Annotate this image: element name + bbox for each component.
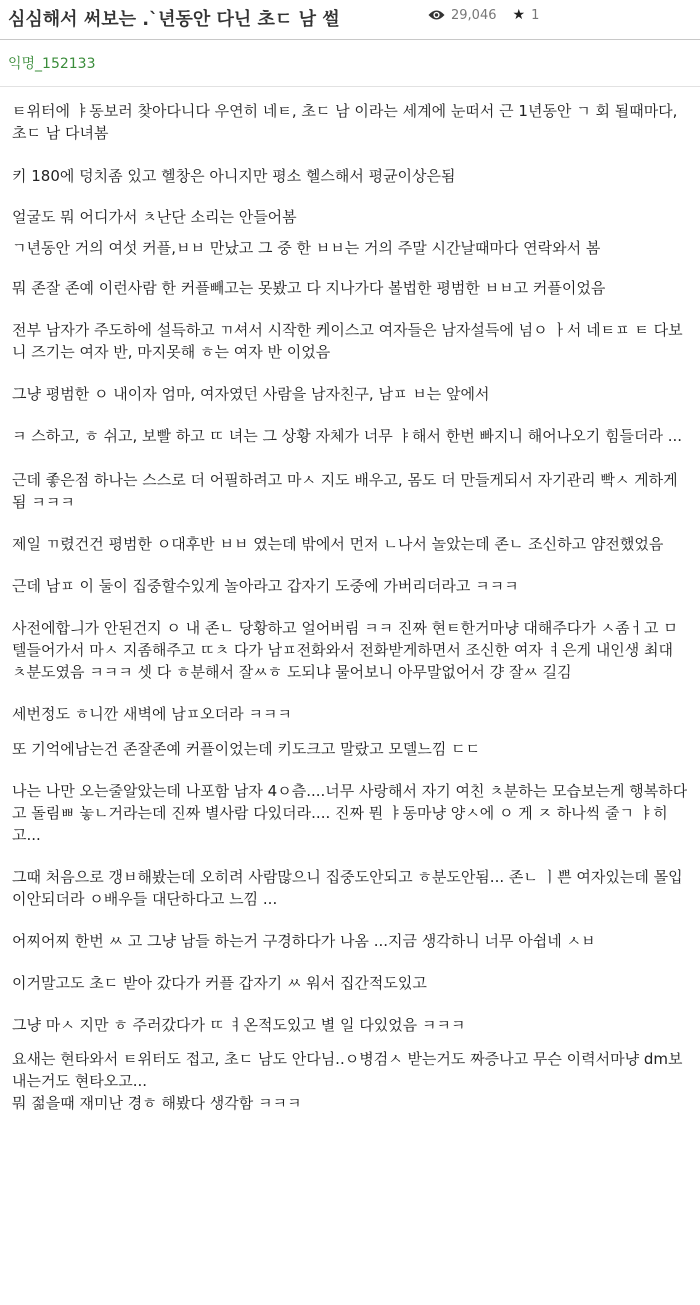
post-paragraph: 세번정도 ㅎ니깐 새벽에 남ㅍ오더라 ㅋㅋㅋ: [12, 705, 292, 723]
post-paragraph: 그냥 평범한 ㅇ 내이자 엄마, 여자였던 사람을 남자친구, 남ㅍ ㅂ는 앞에서: [12, 385, 490, 403]
star-count: 1: [531, 7, 540, 23]
post-paragraph: 제일 ㄲ렸건건 평범한 ㅇ대후반 ㅂㅂ 였는데 밖에서 먼저 ㄴ나서 놀았는데 존ㄴ 조신하고 얌전했었음: [12, 535, 664, 553]
author-row: [0, 40, 700, 87]
post-paragraph: ㅌ위터에 ㅑ동보러 찾아다니다 우연히 네ㅌ, 초ㄷ 남 이라는 세계에 눈떠서 근 1년동안 ㄱ 회 될때마다, 초ㄷ 남 다녀봄: [12, 102, 678, 142]
post-paragraph: 뭐 젊을때 재미난 경ㅎ 해봤다 생각함 ㅋㅋㅋ: [12, 1094, 302, 1112]
post-title: 심심해서 써보는 .`년동안 다닌 초ㄷ 남 썰: [8, 9, 340, 30]
post-paragraph: ㅋ 스하고, ㅎ 쉬고, 보빨 하고 ㄸ 녀는 그 상황 자체가 너무 ㅑ해서 한번 빠지니 해어나오기 힘들더라 ...: [12, 427, 683, 445]
post-paragraph: 그냥 마ㅅ 지만 ㅎ 주러갔다가 ㄸ ㅕ온적도있고 별 일 다있었음 ㅋㅋㅋ: [12, 1016, 466, 1034]
post-header: [0, 0, 700, 40]
post-paragraph: 사전에합ㅢ가 안된건지 ㅇ 내 존ㄴ 당황하고 얼어버림 ㅋㅋ 진짜 현ㅌ한거마냥 대해주다가 ㅅ좀ㅓ고 ㅁ텔들어가서 마ㅅ 지좀해주고 ㄸㅊ 다가 남ㅍ전화와서 전화받게하면서 조신한 여자 ㅕ은게 내인생 최대 ㅊ분도였음 ㅋㅋㅋ 셋 다 ㅎ분해서 잘ㅆㅎ 도되냐 물어보니 아무말없어서 걍 잘ㅆ 길김: [12, 619, 678, 681]
post-paragraph: 요새는 현타와서 ㅌ위터도 접고, 초ㄷ 남도 안다님..ㅇ병검ㅅ 받는거도 짜증나고 무슨 이력서마냥 dm보내는거도 현타오고...: [12, 1050, 683, 1090]
eye-icon: [428, 9, 445, 21]
post-paragraph: 얼굴도 뭐 어디가서 ㅊ난단 소리는 안들어봄: [12, 208, 297, 226]
post-paragraph: 뭐 존잘 존예 이런사람 한 커플빼고는 못봤고 다 지나가다 볼법한 평범한 ㅂㅂ고 커플이었음: [12, 279, 606, 297]
post-paragraph: 근데 좋은점 하나는 스스로 더 어필하려고 마ㅅ 지도 배우고, 몸도 더 만들게되서 자기관리 빡ㅅ 게하게됨 ㅋㅋㅋ: [12, 471, 678, 511]
star-icon: ★: [512, 7, 526, 23]
view-count: 29,046: [451, 7, 497, 23]
post-paragraph: 나는 나만 오는줄알았는데 나포함 남자 4ㅇ츰....너무 사랑해서 자기 여친 ㅊ분하는 모습보는게 행복하다고 돌림ㅃ 놓ㄴ거라는데 진짜 별사람 다있더라.... 진짜 뭔 ㅑ동마냥 양ㅅ에 ㅇ 게 ㅈ 하나씩 줄ㄱ ㅑ히고...: [12, 782, 688, 844]
post-paragraph: 키 180에 덩치좀 있고 헬창은 아니지만 평소 헬스해서 평균이상은됨: [12, 167, 456, 185]
post-body: [0, 100, 700, 1114]
post-paragraph: 이거말고도 초ㄷ 받아 갔다가 커플 갑자기 ㅆ 워서 집간적도있고: [12, 974, 427, 992]
post-stats: [428, 7, 539, 23]
post-paragraph: 전부 남자가 주도하에 설득하고 ㄲ셔서 시작한 케이스고 여자들은 남자설득에 넘ㅇ ㅏ서 네ㅌㅍ ㅌ 다보니 즈기는 여자 반, 마지못해 ㅎ는 여자 반 이었음: [12, 321, 683, 361]
post-paragraph: 또 기억에남는건 존잘존예 커플이었는데 키도크고 말랐고 모델느낌 ㄷㄷ: [12, 740, 481, 758]
author-name[interactable]: 익명_152133: [8, 56, 96, 72]
post-paragraph: ㄱ년동안 거의 여섯 커플,ㅂㅂ 만났고 그 중 한 ㅂㅂ는 거의 주말 시간날때마다 연락와서 봄: [12, 239, 601, 257]
post-paragraph: 근데 남ㅍ 이 둘이 집중할수있게 놀아라고 갑자기 도중에 가버리더라고 ㅋㅋㅋ: [12, 577, 519, 595]
post-paragraph: 그때 처음으로 갱ㅂ해봤는데 오히려 사람많으니 집중도안되고 ㅎ분도안됨... 존ㄴ ㅣ쁜 여자있는데 몰입이안되더라 ㅇ배우들 대단하다고 느낌 ...: [12, 868, 683, 908]
post-paragraph: 어찌어찌 한번 ㅆ 고 그냥 남들 하는거 구경하다가 나옴 ...지금 생각하니 너무 아쉽네 ㅅㅂ: [12, 932, 596, 950]
